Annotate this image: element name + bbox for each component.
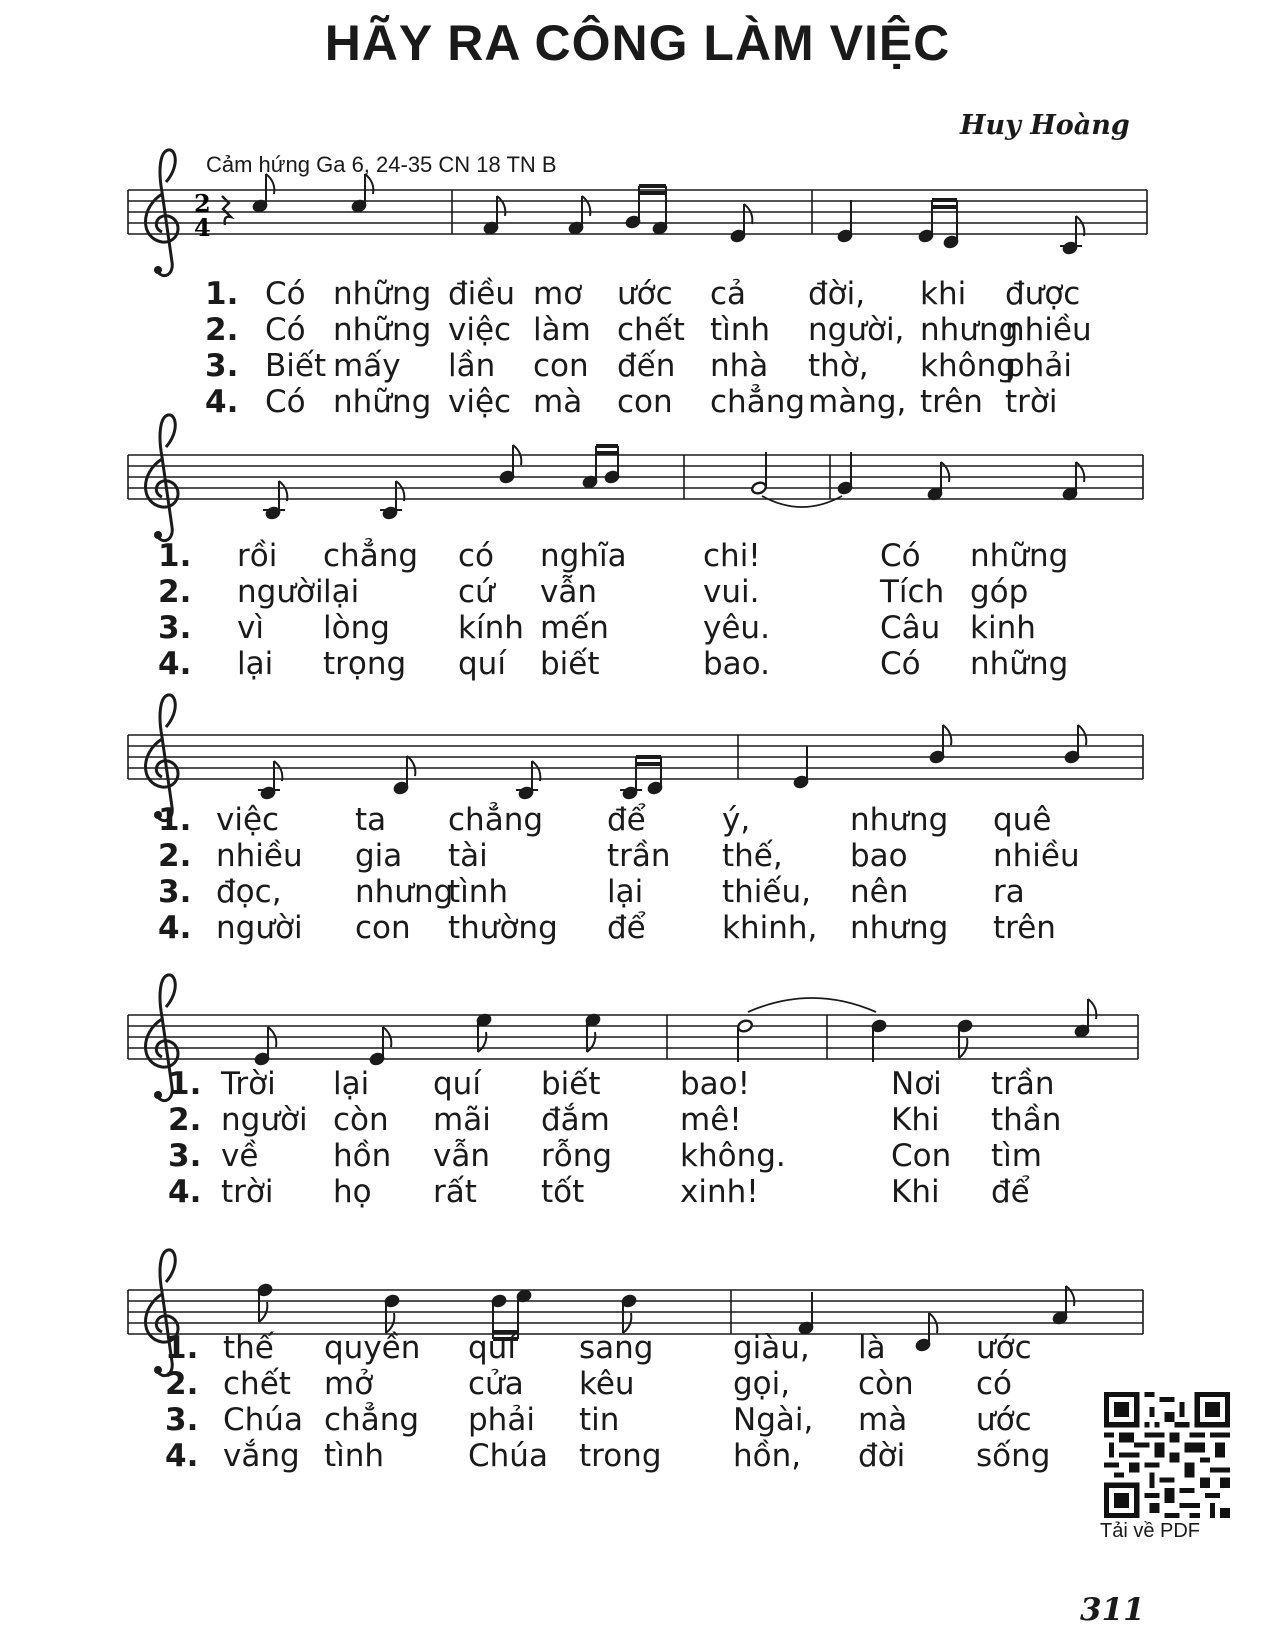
lyric-word: hồn,: [733, 1438, 802, 1474]
staff-system-1: [128, 150, 1147, 276]
lyric-word: Có: [880, 646, 921, 682]
staff-system-4: [128, 975, 1138, 1101]
lyric-word: ước: [976, 1330, 1032, 1366]
lyric-word: gọi,: [733, 1366, 791, 1402]
lyric-word: là: [858, 1330, 886, 1366]
lyric-word: còn: [333, 1102, 389, 1138]
lyric-word: trên: [993, 910, 1056, 946]
composer-name: Huy Hoàng: [960, 110, 1130, 141]
lyric-word: màng,: [808, 384, 907, 420]
lyric-word: thiếu,: [722, 874, 811, 910]
inspiration-note: Cảm hứng Ga 6, 24-35 CN 18 TN B: [206, 152, 557, 177]
lyric-word: vẫn: [433, 1138, 490, 1174]
lyric-word: người,: [808, 312, 905, 348]
lyric-word: lại: [333, 1066, 370, 1102]
lyric-word: việc: [216, 802, 280, 838]
lyric-word: Có: [880, 538, 921, 574]
lyric-word: sang: [579, 1330, 654, 1366]
lyric-word: không.: [680, 1138, 786, 1174]
lyric-word: những: [333, 276, 432, 312]
lyric-word: tình: [324, 1438, 385, 1474]
lyric-word: rỗng: [541, 1138, 613, 1174]
lyric-word: đến: [617, 348, 676, 384]
verse-number: 2.: [158, 574, 192, 610]
verse-number: 2.: [168, 1102, 202, 1138]
lyric-word: Có: [265, 276, 306, 312]
lyric-word: chẳng: [448, 802, 544, 838]
lyric-word: để: [991, 1174, 1030, 1210]
lyric-word: cứ: [458, 574, 495, 610]
lyric-word: sống: [976, 1438, 1051, 1474]
verse-number: 3.: [205, 348, 239, 384]
lyric-word: có: [976, 1366, 1013, 1402]
lyric-word: quí: [468, 1330, 516, 1366]
lyric-word: vắng: [223, 1438, 300, 1474]
lyric-word: nghĩa: [540, 538, 627, 574]
verse-number: 1.: [158, 538, 192, 574]
lyric-word: việc: [448, 312, 512, 348]
lyric-word: ý,: [722, 802, 751, 838]
lyric-word: tin: [579, 1402, 620, 1438]
lyric-word: tốt: [541, 1174, 585, 1210]
staff-system-2: [128, 415, 1143, 541]
lyric-word: quí: [433, 1066, 481, 1102]
lyric-word: biết: [541, 1066, 601, 1102]
lyric-word: những: [333, 312, 432, 348]
lyric-word: trời: [1005, 384, 1058, 420]
lyric-word: những: [970, 538, 1069, 574]
verse-number: 4.: [158, 910, 192, 946]
lyric-word: lại: [323, 574, 360, 610]
lyric-word: ước: [976, 1402, 1032, 1438]
verse-number: 4.: [165, 1438, 199, 1474]
lyric-word: kêu: [579, 1366, 635, 1402]
lyric-word: mơ: [533, 276, 583, 312]
lyric-word: lại: [607, 874, 644, 910]
lyric-word: Trời: [221, 1066, 276, 1102]
lyric-word: lại: [237, 646, 274, 682]
lyric-word: Chúa: [468, 1438, 548, 1474]
lyric-word: Biết: [265, 348, 327, 384]
verse-number: 2.: [165, 1366, 199, 1402]
lyric-word: hồn: [333, 1138, 392, 1174]
lyric-word: lòng: [323, 610, 390, 646]
lyric-word: chẳng: [323, 538, 419, 574]
lyric-word: mãi: [433, 1102, 491, 1138]
lyric-word: Khi: [891, 1174, 940, 1210]
lyric-word: trần: [991, 1066, 1055, 1102]
verse-number: 3.: [165, 1402, 199, 1438]
lyric-word: việc: [448, 384, 512, 420]
lyric-word: con: [617, 384, 673, 420]
lyric-word: đời: [858, 1438, 906, 1474]
lyric-word: nên: [850, 874, 909, 910]
lyric-word: mà: [533, 384, 583, 420]
lyric-word: khi: [920, 276, 967, 312]
lyric-word: trời: [221, 1174, 274, 1210]
time-signature-bottom: 4: [194, 213, 211, 242]
verse-number: 4.: [168, 1174, 202, 1210]
lyric-word: phải: [468, 1402, 535, 1438]
lyric-word: nhiều: [993, 838, 1080, 874]
lyric-word: mà: [858, 1402, 908, 1438]
lyric-word: tài: [448, 838, 488, 874]
lyric-word: Có: [265, 384, 306, 420]
lyric-word: nhưng: [850, 910, 949, 946]
verse-number: 1.: [205, 276, 239, 312]
lyric-word: mê!: [680, 1102, 742, 1138]
lyric-word: con: [533, 348, 589, 384]
lyric-word: phải: [1005, 348, 1072, 384]
lyric-word: rồi: [237, 538, 278, 574]
lyric-word: làm: [533, 312, 591, 348]
verse-number: 3.: [158, 610, 192, 646]
lyric-word: để: [607, 910, 646, 946]
lyric-word: chẳng: [710, 384, 806, 420]
lyric-word: xinh!: [680, 1174, 759, 1210]
lyric-word: yêu.: [703, 610, 770, 646]
lyric-word: mở: [324, 1366, 374, 1402]
lyric-word: nhiều: [216, 838, 303, 874]
lyric-word: cửa: [468, 1366, 524, 1402]
lyric-word: Có: [265, 312, 306, 348]
lyric-word: những: [333, 384, 432, 420]
lyric-word: Con: [891, 1138, 952, 1174]
song-title: HÃY RA CÔNG LÀM VIỆC: [324, 15, 951, 71]
lyric-word: người: [216, 910, 303, 946]
verse-number: 1.: [165, 1330, 199, 1366]
lyric-word: thường: [448, 910, 558, 946]
lyric-word: nhưng: [355, 874, 454, 910]
lyric-word: tình: [448, 874, 509, 910]
lyric-word: quí: [458, 646, 506, 682]
lyric-word: trong: [579, 1438, 662, 1474]
verse-number: 2.: [205, 312, 239, 348]
verse-number: 4.: [205, 384, 239, 420]
lyric-word: điều: [448, 276, 516, 312]
lyric-word: nhưng: [920, 312, 1019, 348]
verse-number: 3.: [158, 874, 192, 910]
lyric-word: những: [970, 646, 1069, 682]
lyric-word: thần: [991, 1102, 1062, 1138]
verse-number: 1.: [158, 802, 192, 838]
lyric-word: cả: [710, 276, 747, 312]
lyric-word: chết: [223, 1366, 291, 1402]
lyric-word: thờ,: [808, 348, 869, 384]
lyric-word: đọc,: [216, 874, 282, 910]
lyric-word: có: [458, 538, 495, 574]
lyric-word: Ngài,: [733, 1402, 814, 1438]
lyric-word: con: [355, 910, 411, 946]
lyric-word: đời,: [808, 276, 866, 312]
lyric-word: gia: [355, 838, 403, 874]
lyric-word: ra: [993, 874, 1025, 910]
lyric-word: bao: [850, 838, 908, 874]
lyric-word: được: [1005, 276, 1081, 312]
lyric-word: Câu: [880, 610, 941, 646]
lyric-word: vẫn: [540, 574, 597, 610]
lyric-word: họ: [333, 1174, 372, 1210]
lyric-word: thế: [223, 1330, 274, 1366]
lyric-word: Khi: [891, 1102, 940, 1138]
qr-code-icon[interactable]: [1104, 1392, 1230, 1518]
lyric-word: thế,: [722, 838, 783, 874]
lyric-word: Chúa: [223, 1402, 303, 1438]
lyric-word: trên: [920, 384, 983, 420]
verse-number: 4.: [158, 646, 192, 682]
lyric-word: nhiều: [1005, 312, 1092, 348]
lyric-word: chi!: [703, 538, 761, 574]
lyric-word: góp: [970, 574, 1029, 610]
verse-number: 2.: [158, 838, 192, 874]
lyric-word: khinh,: [722, 910, 818, 946]
time-signature-top: 2: [194, 189, 211, 218]
lyric-word: biết: [540, 646, 600, 682]
lyric-word: mến: [540, 610, 609, 646]
lyric-word: Tích: [880, 574, 945, 610]
qr-download-label[interactable]: Tải về PDF: [1100, 1520, 1201, 1542]
lyric-word: người: [221, 1102, 308, 1138]
lyric-word: quê: [993, 802, 1052, 838]
lyric-word: tìm: [991, 1138, 1042, 1174]
lyric-word: ta: [355, 802, 387, 838]
lyric-word: bao!: [680, 1066, 751, 1102]
lyric-word: Nơi: [891, 1066, 942, 1102]
lyric-word: nhà: [710, 348, 769, 384]
lyric-word: nhưng: [850, 802, 949, 838]
verse-number: 3.: [168, 1138, 202, 1174]
lyric-word: đắm: [541, 1102, 610, 1138]
lyric-word: còn: [858, 1366, 914, 1402]
page-number: 311: [1080, 1592, 1145, 1628]
lyric-word: kinh: [970, 610, 1036, 646]
lyric-word: trọng: [323, 646, 407, 682]
lyric-word: chết: [617, 312, 685, 348]
lyric-word: lần: [448, 348, 496, 384]
lyric-word: tình: [710, 312, 771, 348]
lyric-word: không: [920, 348, 1016, 384]
lyric-word: để: [607, 802, 646, 838]
lyric-word: vui.: [703, 574, 760, 610]
lyric-word: giàu,: [733, 1330, 810, 1366]
lyric-word: ước: [617, 276, 673, 312]
lyric-word: vì: [237, 610, 264, 646]
lyric-word: bao.: [703, 646, 770, 682]
lyric-word: trần: [607, 838, 671, 874]
lyric-word: kính: [458, 610, 524, 646]
lyric-word: rất: [433, 1174, 477, 1210]
lyric-word: chẳng: [324, 1402, 420, 1438]
lyric-word: mấy: [333, 348, 401, 384]
lyric-word: người: [237, 574, 324, 610]
lyric-word: về: [221, 1138, 259, 1174]
lyric-word: quyền: [324, 1330, 421, 1366]
verse-number: 1.: [168, 1066, 202, 1102]
